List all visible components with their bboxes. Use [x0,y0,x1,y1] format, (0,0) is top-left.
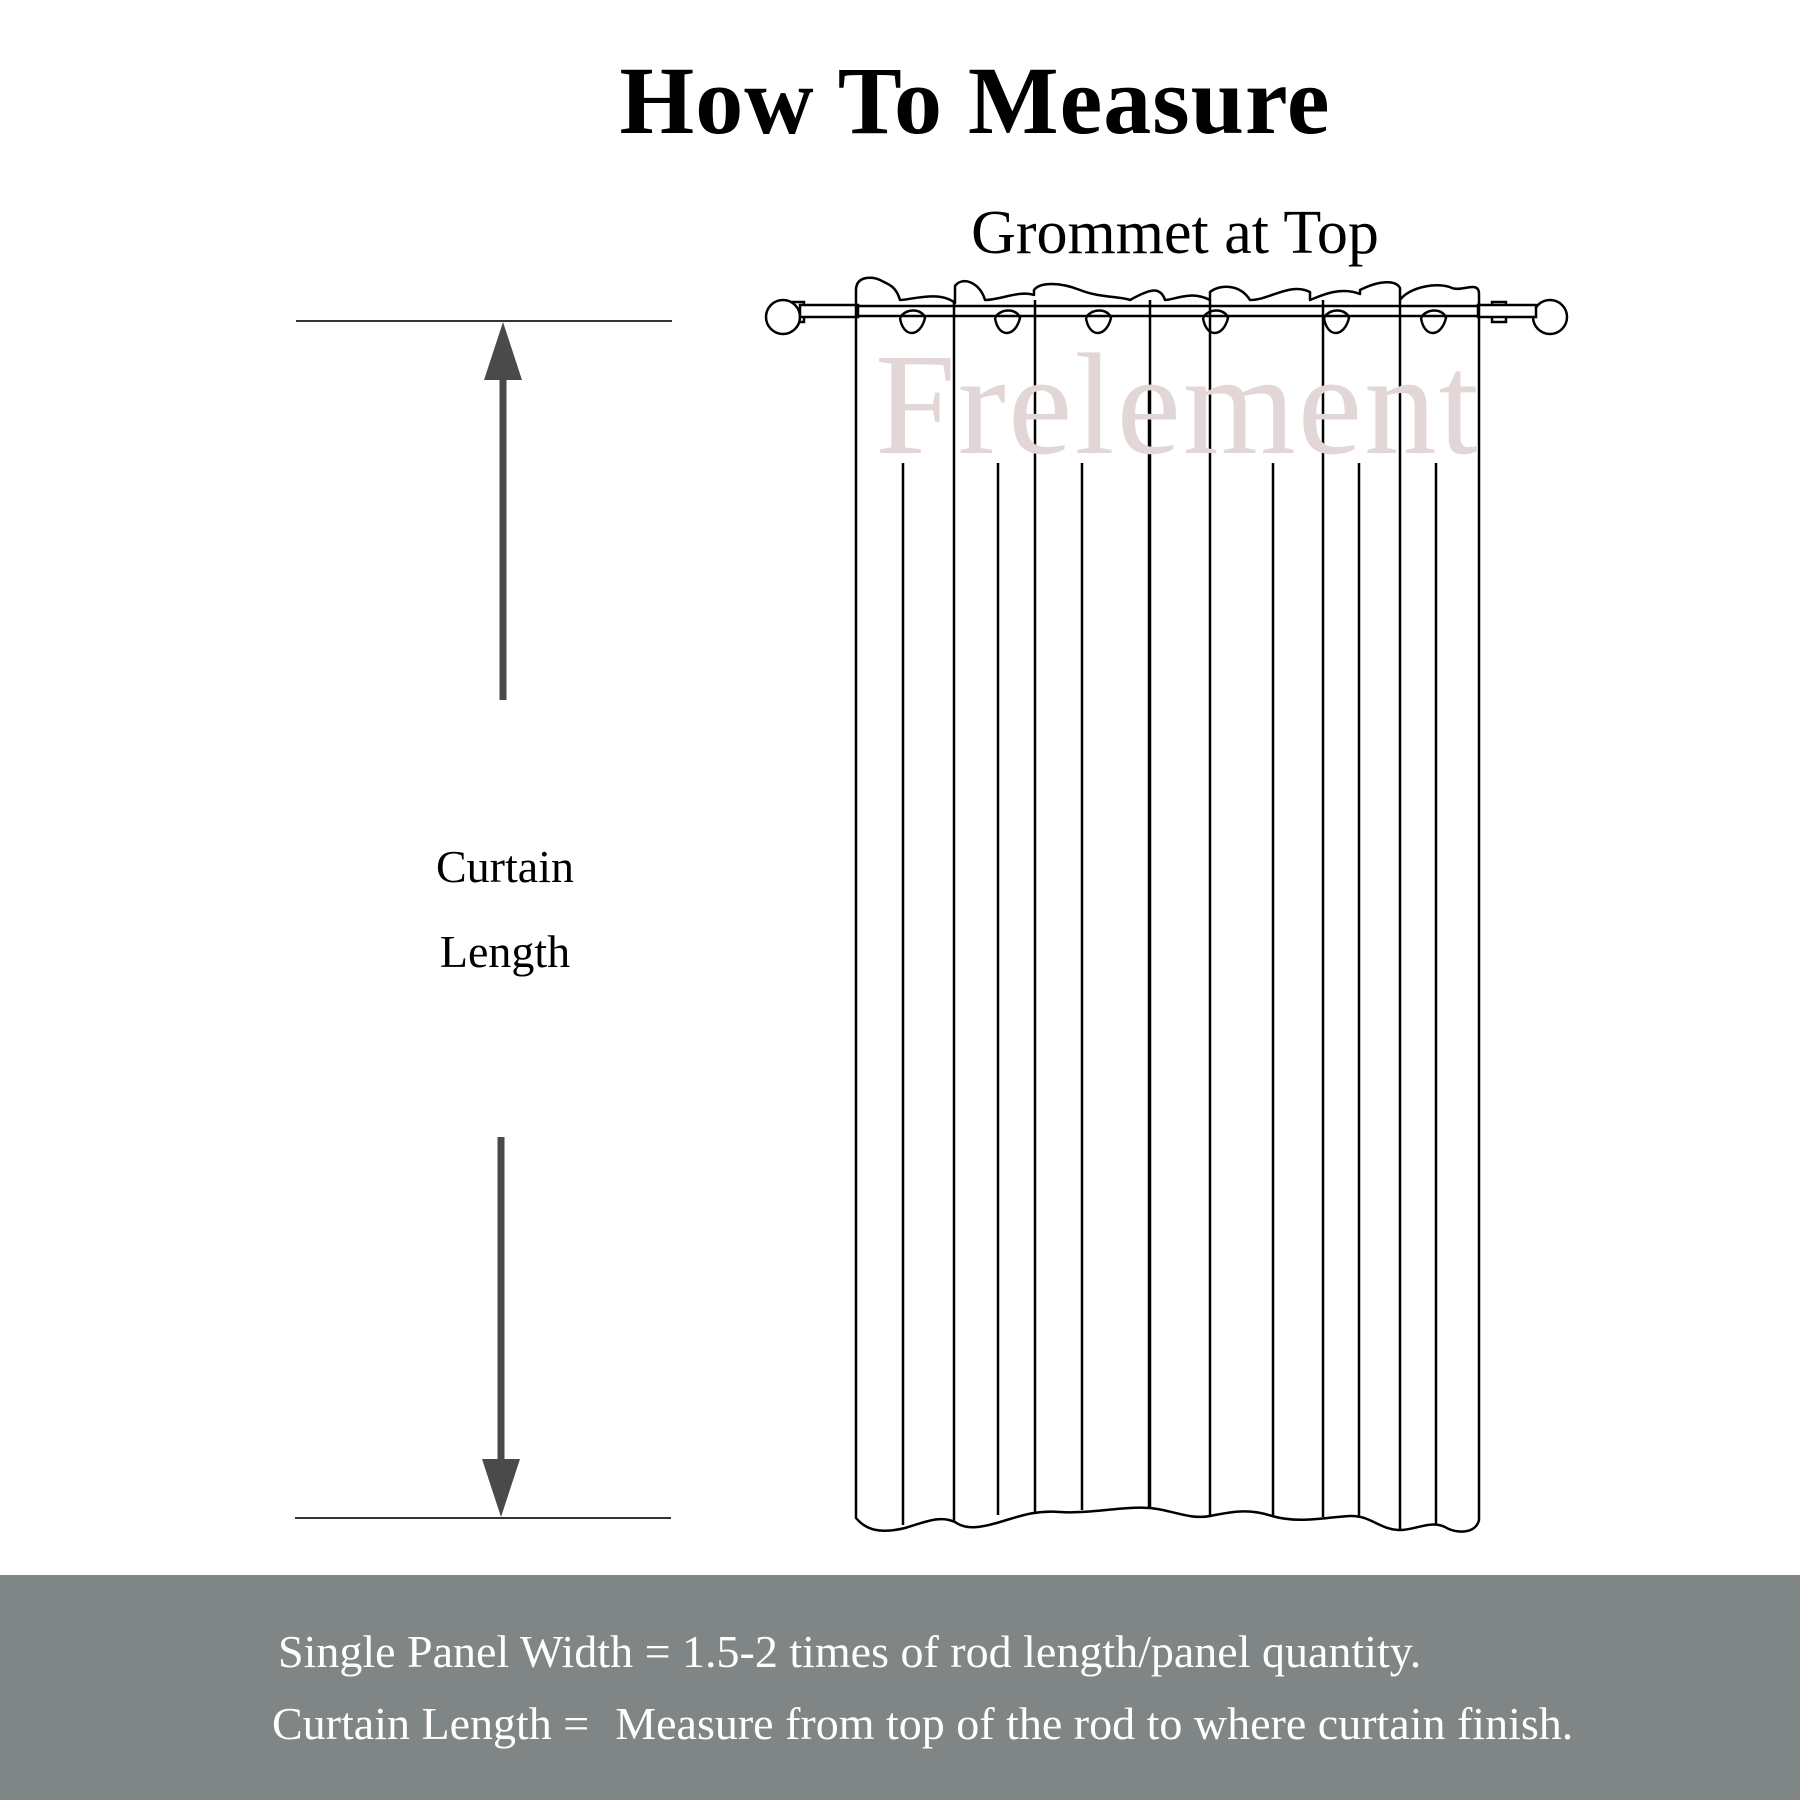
diagram-subtitle: Grommet at Top [971,199,1379,267]
curtain-length-note [272,1697,1573,1750]
footer-banner [0,1575,1800,1800]
curtain-length-term: Curtain Length = [272,1698,590,1749]
dimension-label-line2: Length [439,926,571,977]
arrow-up-icon [484,322,522,700]
curtain-length-definition: Measure from top of the rod to where curtain finish. [615,1698,1574,1749]
watermark: Frelement [875,325,1481,485]
panel-width-note: Single Panel Width = 1.5-2 times of rod length/panel quantity. [278,1626,1422,1677]
dimension-label-line1: Curtain [436,841,574,892]
page-title: How To Measure [619,47,1331,154]
arrow-down-icon [482,1137,520,1517]
